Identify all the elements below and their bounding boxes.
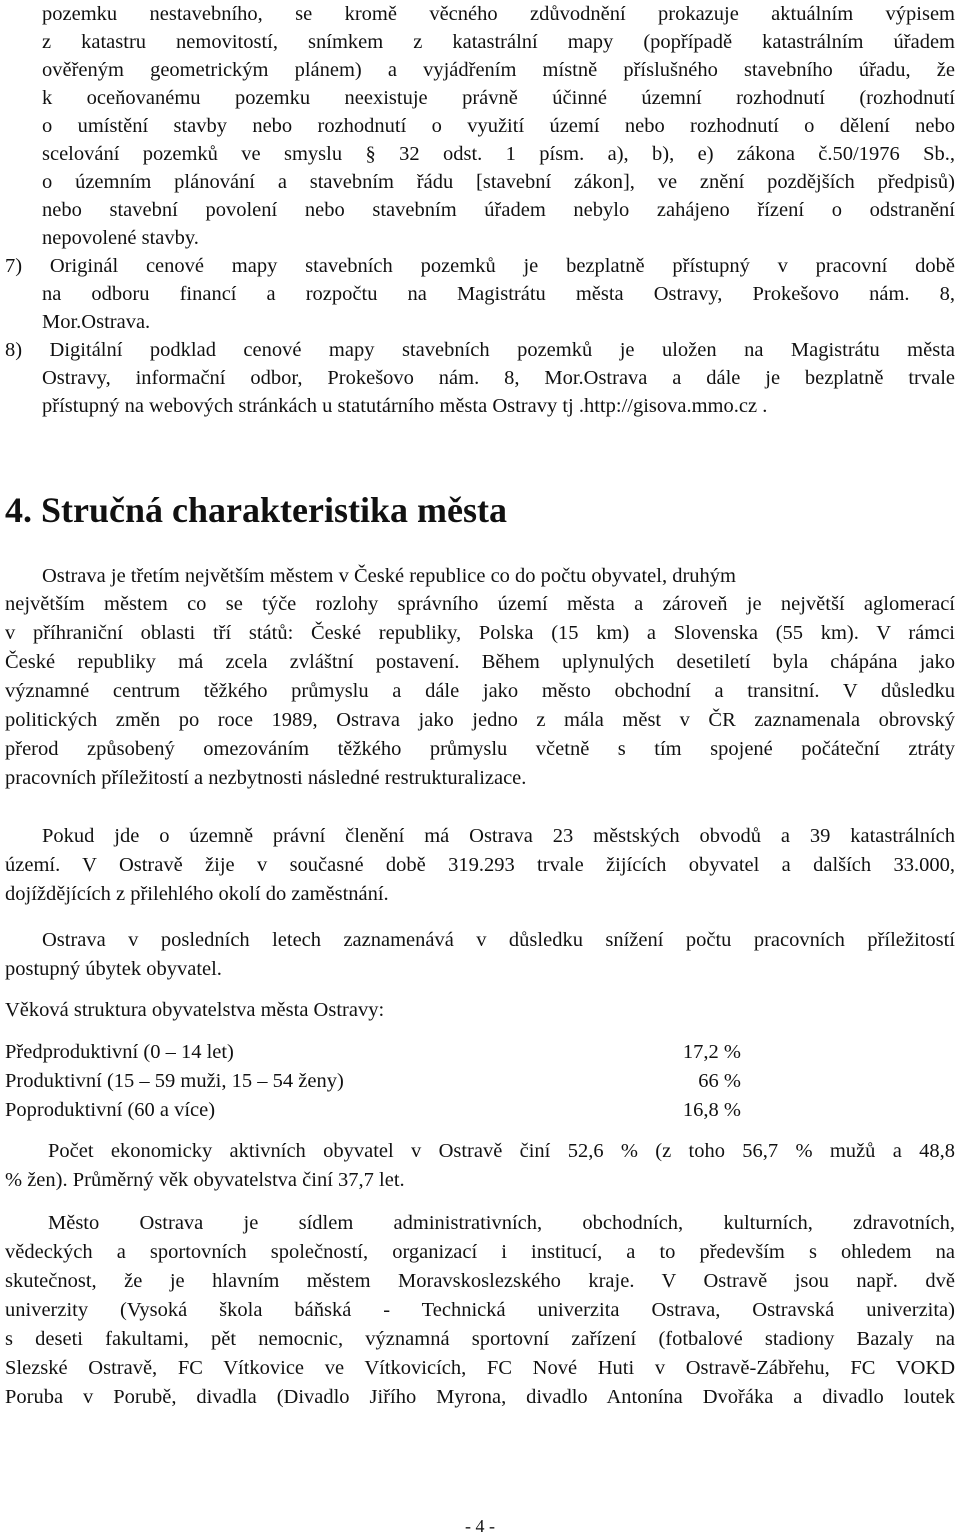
text-line: pracovních příležitostí a nezbytnosti následné restrukturalizace. — [5, 767, 527, 789]
text-line: o územním plánování a stavebním řádu [stavební zákon], ve znění pozdějších předpisů) — [42, 171, 955, 193]
age-row-value: 16,8 % — [682, 1099, 741, 1121]
text-line: Ostravy, informační odbor, Prokešovo nám. 8, Mor.Ostrava a dále je bezplatně trvale — [42, 367, 955, 389]
text-line: Pokud jde o územně právní členění má Ostrava 23 městských obvodů a 39 katastrálních — [42, 825, 955, 847]
section-heading: 4. Stručná charakteristika města — [5, 490, 507, 530]
age-row-value: 17,2 % — [682, 1041, 741, 1063]
age-row-label: Předproduktivní (0 – 14 let) — [5, 1041, 234, 1063]
age-row-label: Produktivní (15 – 59 muži, 15 – 54 ženy) — [5, 1070, 344, 1092]
text-line: pozemku nestavebního, se kromě věcného zdůvodnění prokazuje aktuálním výpisem — [42, 3, 955, 25]
text-line: nepovolené stavby. — [42, 227, 199, 249]
text-line: dojíždějících z přilehlého okolí do zaměstnání. — [5, 883, 389, 905]
list-item-7: 7) Originál cenové mapy stavebních pozemků je bezplatně přístupný v pracovní době — [5, 255, 955, 277]
text-line: univerzity (Vysoká škola báňská - Technická univerzita Ostrava, Ostravská univerzita) — [5, 1299, 955, 1321]
text-line: Ostrava v posledních letech zaznamenává v důsledku snížení počtu pracovních příležitostí — [42, 929, 955, 951]
text-line: na odboru financí a rozpočtu na Magistrátu města Ostravy, Prokešovo nám. 8, — [42, 283, 955, 305]
text-line: ověřeným geometrickým plánem) a vyjádřením místně příslušného stavebního úřadu, že — [42, 59, 955, 81]
text-line: významné centrum těžkého průmyslu a dále jako město obchodní a transitní. V důsledku — [5, 680, 955, 702]
text-line: Počet ekonomicky aktivních obyvatel v Ostravě činí 52,6 % (z toho 56,7 % mužů a 48,8 — [48, 1140, 955, 1162]
text-line: postupný úbytek obyvatel. — [5, 958, 222, 980]
text-line: scelování pozemků ve smyslu § 32 odst. 1 písm. a), b), e) zákona č.50/1976 Sb., — [42, 143, 955, 165]
text-line: skutečnost, že je hlavním městem Moravskoslezského kraje. V Ostravě jsou např. dvě — [5, 1270, 955, 1292]
age-row-value: 66 % — [698, 1070, 741, 1092]
text-line: Město Ostrava je sídlem administrativních, obchodních, kulturních, zdravotních, — [48, 1212, 955, 1234]
text-line: o umístění stavby nebo rozhodnutí o využití území nebo rozhodnutí o dělení nebo — [42, 115, 955, 137]
text-line: území. V Ostravě žije v současné době 319.293 trvale žijících obyvatel a dalších 33.000, — [5, 854, 955, 876]
text-line: Ostrava je třetím největším městem v České republice co do počtu obyvatel, druhým — [42, 565, 736, 587]
text-line: přerod způsobený omezováním těžkého průmyslu včetně s tím spojené počáteční ztráty — [5, 738, 955, 760]
text-line: k oceňovanému pozemku neexistuje právně účinné územní rozhodnutí (rozhodnutí — [42, 87, 955, 109]
text-line: z katastru nemovitostí, snímkem z katastrální mapy (popřípadě katastrálním úřadem — [42, 31, 955, 53]
page-number: - 4 - — [465, 1516, 495, 1536]
text-line: % žen). Průměrný věk obyvatelstva činí 37,7 let. — [5, 1169, 405, 1191]
text-line: nebo stavební povolení nebo stavebním úřadem nebylo zahájeno řízení o odstranění — [42, 199, 955, 221]
age-row-label: Poproduktivní (60 a více) — [5, 1099, 216, 1121]
text-line: Poruba v Porubě, divadla (Divadlo Jiřího Myrona, divadlo Antonína Dvořáka a divadlo loutek — [5, 1386, 955, 1408]
text-line: přístupný na webových stránkách u statutárního města Ostravy tj .http://gisova.mmo.cz . — [42, 395, 768, 417]
text-line: s deseti fakultami, pět nemocnic, významná sportovní zařízení (fotbalové stadiony Bazaly na — [5, 1328, 955, 1350]
text-line: Slezské Ostravě, FC Vítkovice ve Vítkovicích, FC Nové Huti v Ostravě-Zábřehu, FC VOKD — [5, 1357, 955, 1379]
list-item-8: 8) Digitální podklad cenové mapy stavebních pozemků je uložen na Magistrátu města — [5, 339, 955, 361]
text-line: vědeckých a sportovních společností, organizací i institucí, a to především s ohledem na — [5, 1241, 955, 1263]
text-line: největším městem co se týče rozlohy správního území města a zároveň je největší aglomerací — [5, 593, 955, 615]
text-line: Mor.Ostrava. — [42, 311, 151, 333]
text-line: České republiky má zcela zvláštní postavení. Během uplynulých desetiletí byla chápána jako — [5, 651, 955, 673]
text-line: politických změn po roce 1989, Ostrava jako jedno z mála měst v ČR zaznamenala obrovský — [5, 709, 955, 731]
age-structure-title: Věková struktura obyvatelstva města Ostravy: — [5, 999, 385, 1021]
text-line: v příhraniční oblasti tří států: České republiky, Polska (15 km) a Slovenska (55 km). V rámci — [5, 622, 955, 644]
